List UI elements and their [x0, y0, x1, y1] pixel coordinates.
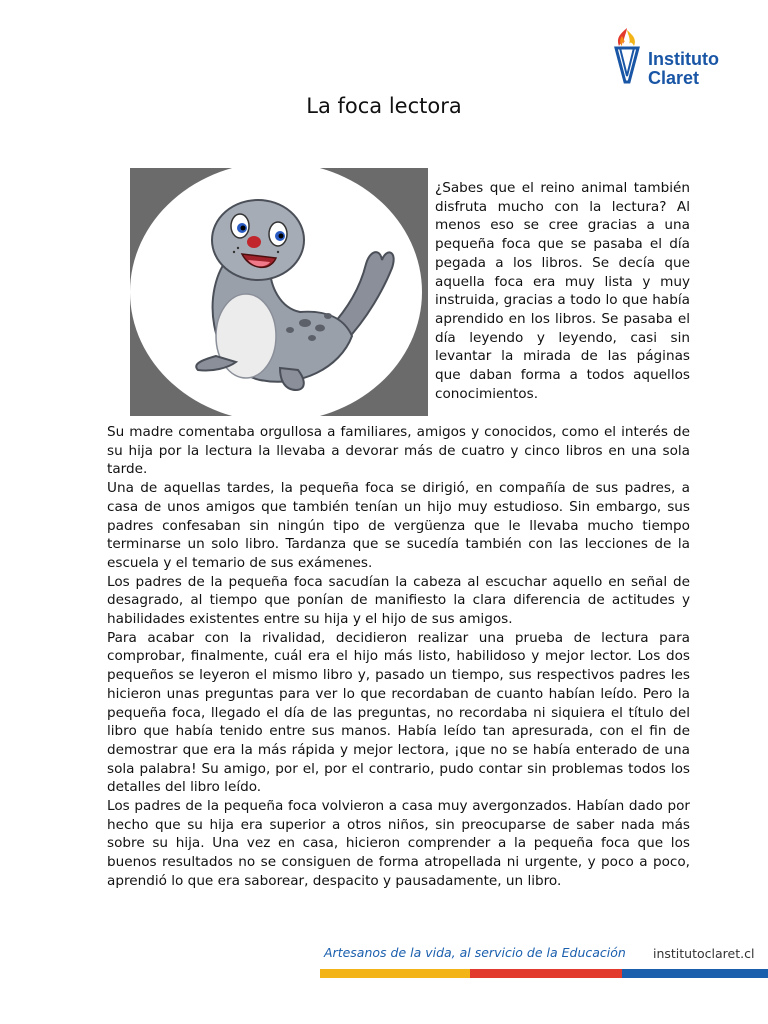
logo-text — [648, 50, 719, 88]
logo-line1: Instituto — [648, 49, 719, 69]
paragraph: Los padres de la pequeña foca sacudían la cabeza al escuchar aquello en señal de desagrado, al tiempo que ponían de manifiesto la clara diferencia de actitudes y habilidades existentes entre su hija y el hijo de sus amigos. — [107, 573, 690, 628]
logo-line2: Claret — [648, 68, 700, 88]
seal-image — [130, 168, 428, 416]
footer-url[interactable]: institutoclaret.cl — [653, 946, 755, 961]
footer-stripe-red — [470, 969, 622, 978]
torch-icon — [610, 26, 644, 86]
institute-logo — [610, 26, 750, 92]
story-body — [107, 423, 690, 891]
paragraph: Los padres de la pequeña foca volvieron a casa muy avergonzados. Habían dado por hecho que su hija era superior a otros niños, sin preocuparse de saber nada más sobre su hija. Una vez en casa, hicieron comprender a la pequeña foca que los buenos resultados no se consiguen de forma atropellada ni urgente, y poco a poco, aprendió lo que era saborear, despacito y pausadamente, un libro. — [107, 798, 690, 889]
paragraph: Una de aquellas tardes, la pequeña foca se dirigió, en compañía de sus padres, a casa de unos amigos que también tenían un hijo muy estudioso. Sin embargo, sus padres confesaban sin ningún tipo de vergüenza que le llevaba mucho tiempo terminarse un solo libro. Tardanza que se sucedía también con las lecciones de la escuela y el temario de sus exámenes. — [107, 480, 690, 571]
footer-stripe-yellow — [320, 969, 470, 978]
paragraph: Su madre comentaba orgullosa a familiares, amigos y conocidos, como el interés de su hija por la lectura la llevaba a devorar más de cuatro y cinco libros en una sola tarde. — [107, 424, 690, 478]
page-title: La foca lectora — [306, 94, 462, 118]
footer-stripe-blue — [622, 969, 768, 978]
seal-illustration — [130, 168, 428, 416]
footer-slogan: Artesanos de la vida, al servicio de la Educación — [324, 945, 626, 960]
intro-paragraph: ¿Sabes que el reino animal también disfruta mucho con la lectura? Al menos eso se cree gracias a una pequeña foca que se pasaba el día pegada a los libros. Se decía que aquella foca era muy lista y muy instruida, gracias a todo lo que había aprendido en los libros. Se pasaba el día leyendo y leyendo, casi sin levantar la mirada de las páginas que daban forma a todos aquellos conocimientos. — [435, 180, 690, 402]
paragraph: Para acabar con la rivalidad, decidieron realizar una prueba de lectura para comprobar, finalmente, cuál era el hijo más listo, habilidoso y mejor lector. Los dos pequeños se leyeron el mismo libro y, pasado un tiempo, sus respectivos padres les hicieron unas preguntas para ver lo que recordaban de cuanto habían leído. Pero la pequeña foca, llegado el día de las preguntas, no recordaba ni siquiera el título del libro que había tenido entre sus manos. Había leído tan apresurada, con el fin de demostrar que era la más rápida y mejor lectora, ¡que no se había enterado de una sola palabra! Su amigo, por el, por el contrario, pudo contar sin problemas todos los detalles del libro leído. — [107, 629, 690, 796]
